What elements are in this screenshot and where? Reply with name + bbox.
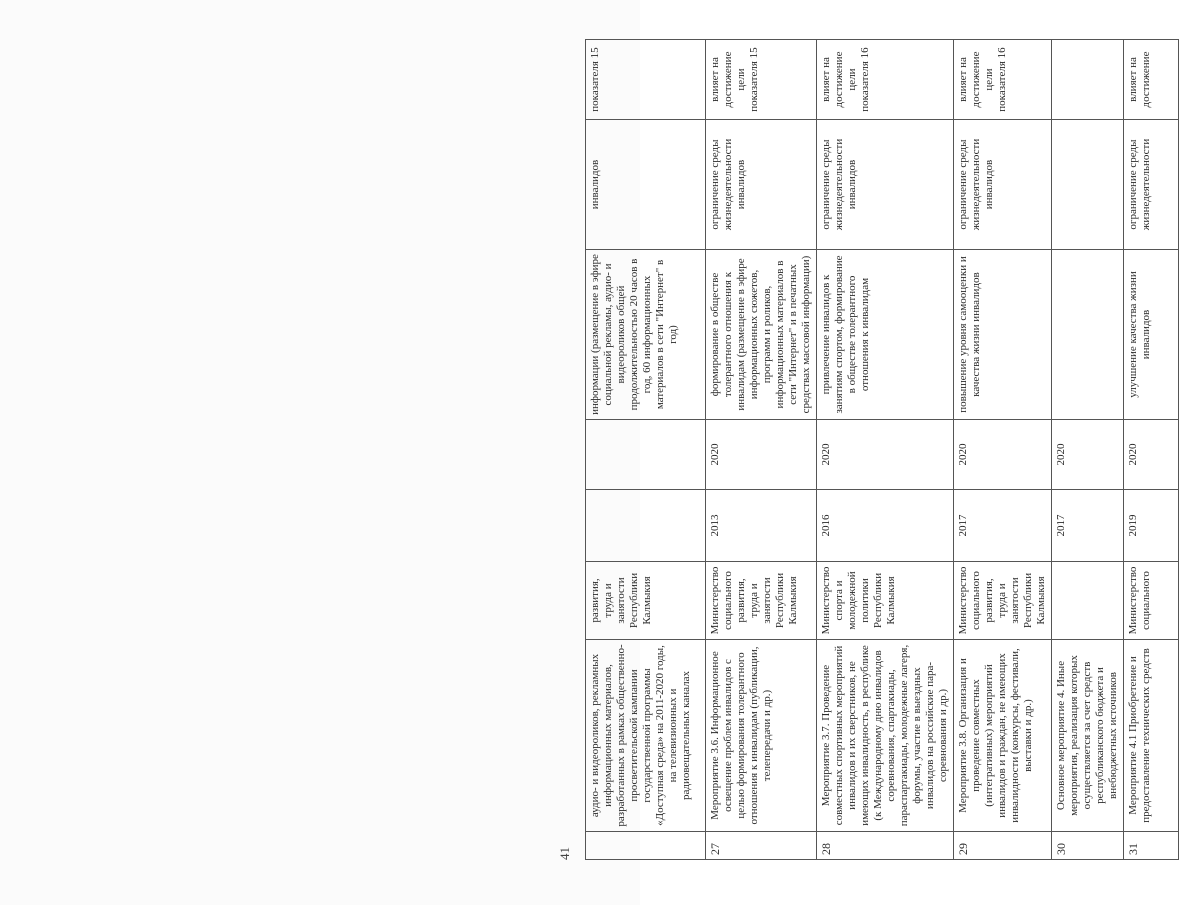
end-year-cell: 2020 xyxy=(1124,420,1179,490)
executor-cell: Министерство социального xyxy=(1124,562,1179,640)
start-year-cell: 2017 xyxy=(954,490,1052,562)
page-number: 41 xyxy=(557,847,572,860)
end-year-cell xyxy=(586,420,706,490)
activity-cell: Мероприятие 4.1 Приобретение и предоставление технических средств xyxy=(1124,640,1179,832)
indicator-cell: влияет на достижение цели показателя 16 xyxy=(954,40,1052,120)
table-row xyxy=(1124,40,1179,860)
start-year-cell: 2017 xyxy=(1052,490,1124,562)
indicator-cell xyxy=(1052,40,1124,120)
activity-cell: Основное мероприятие 4. Иные мероприятия, реализация которых осуществляется за счет средств республиканского бюджета и внебюджетных источников xyxy=(1052,640,1124,832)
indicator-cell: влияет на достижение цели показателя 15 xyxy=(706,40,817,120)
indicator-cell: показателя 15 xyxy=(586,40,706,120)
table-row xyxy=(586,40,706,860)
end-year-cell: 2020 xyxy=(954,420,1052,490)
row-number: 28 xyxy=(817,832,954,860)
indicator-cell: влияет на достижение цели показателя 16 xyxy=(817,40,954,120)
end-year-cell: 2020 xyxy=(817,420,954,490)
row-number: 27 xyxy=(706,832,817,860)
activity-cell: Мероприятие 3.7. Проведение совместных спортивных мероприятий инвалидов и их сверстников, не имеющих инвалидность, в республике (к Международному дню инвалидов соревнования, спартакиады, параспартакиады, молодежные лагеря, форумы, участие в выездных инвалидов на российские пара-соревнования и др.) xyxy=(817,640,954,832)
executor-cell: Министерство спорта и молодежной политики Республики Калмыкия xyxy=(817,562,954,640)
consequence-cell xyxy=(1052,120,1124,250)
row-number: 31 xyxy=(1124,832,1179,860)
activity-cell: аудио- и видеороликов, рекламных информационных материалов, разработанных в рамках общественно-просветительской кампании государственной программы «Доступная среда» на 2011-2020 годы, на телевизионных и радиовещательных каналах xyxy=(586,640,706,832)
result-cell: формирование в обществе толерантного отношения к инвалидам (размещение в эфире информационных сюжетов, программ и роликов, информационных материалов в сети "Интернет" и в печатных средствах массовой информации) xyxy=(706,250,817,420)
executor-cell: Министерство социального развития, труда и занятости Республики Калмыкия xyxy=(954,562,1052,640)
end-year-cell: 2020 xyxy=(1052,420,1124,490)
row-number: 29 xyxy=(954,832,1052,860)
program-activities-table xyxy=(585,39,1179,860)
indicator-cell: влияет на достижение xyxy=(1124,40,1179,120)
consequence-cell: ограничение среды жизнедеятельности xyxy=(1124,120,1179,250)
result-cell: улучшение качества жизни инвалидов xyxy=(1124,250,1179,420)
executor-cell: Министерство социального развития, труда и занятости Республики Калмыкия xyxy=(706,562,817,640)
table-row xyxy=(817,40,954,860)
row-number xyxy=(586,832,706,860)
table-row xyxy=(1052,40,1124,860)
executor-cell xyxy=(1052,562,1124,640)
start-year-cell xyxy=(586,490,706,562)
start-year-cell: 2013 xyxy=(706,490,817,562)
consequence-cell: инвалидов xyxy=(586,120,706,250)
result-cell xyxy=(1052,250,1124,420)
consequence-cell: ограничение среды жизнедеятельности инвалидов xyxy=(706,120,817,250)
start-year-cell: 2019 xyxy=(1124,490,1179,562)
activity-cell: Мероприятие 3.8. Организация и проведение совместных (интегративных) мероприятий инвалидов и граждан, не имеющих инвалидности (конкурсы, фестивали, выставки и др.) xyxy=(954,640,1052,832)
result-cell: повышение уровня самооценки и качества жизни инвалидов xyxy=(954,250,1052,420)
end-year-cell: 2020 xyxy=(706,420,817,490)
activity-cell: Мероприятие 3.6. Информационное освещение проблем инвалидов с целью формирования толерантного отношения к инвалидам (публикации, телепередачи и др.) xyxy=(706,640,817,832)
executor-cell: развития, труда и занятости Республики Калмыкия xyxy=(586,562,706,640)
row-number: 30 xyxy=(1052,832,1124,860)
consequence-cell: ограничение среды жизнедеятельности инвалидов xyxy=(817,120,954,250)
result-cell: информации (размещение в эфире социальной рекламы, аудио- и видеороликов общей продолжительностью 20 часов в год, 60 информационных материалов в сети "Интернет" в год) xyxy=(586,250,706,420)
table-row xyxy=(954,40,1052,860)
result-cell: привлечение инвалидов к занятиям спортом, формирование в обществе толерантного отношения к инвалидам xyxy=(817,250,954,420)
rotated-table-block xyxy=(557,40,1152,860)
table-row xyxy=(706,40,817,860)
consequence-cell: ограничение среды жизнедеятельности инвалидов xyxy=(954,120,1052,250)
start-year-cell: 2016 xyxy=(817,490,954,562)
